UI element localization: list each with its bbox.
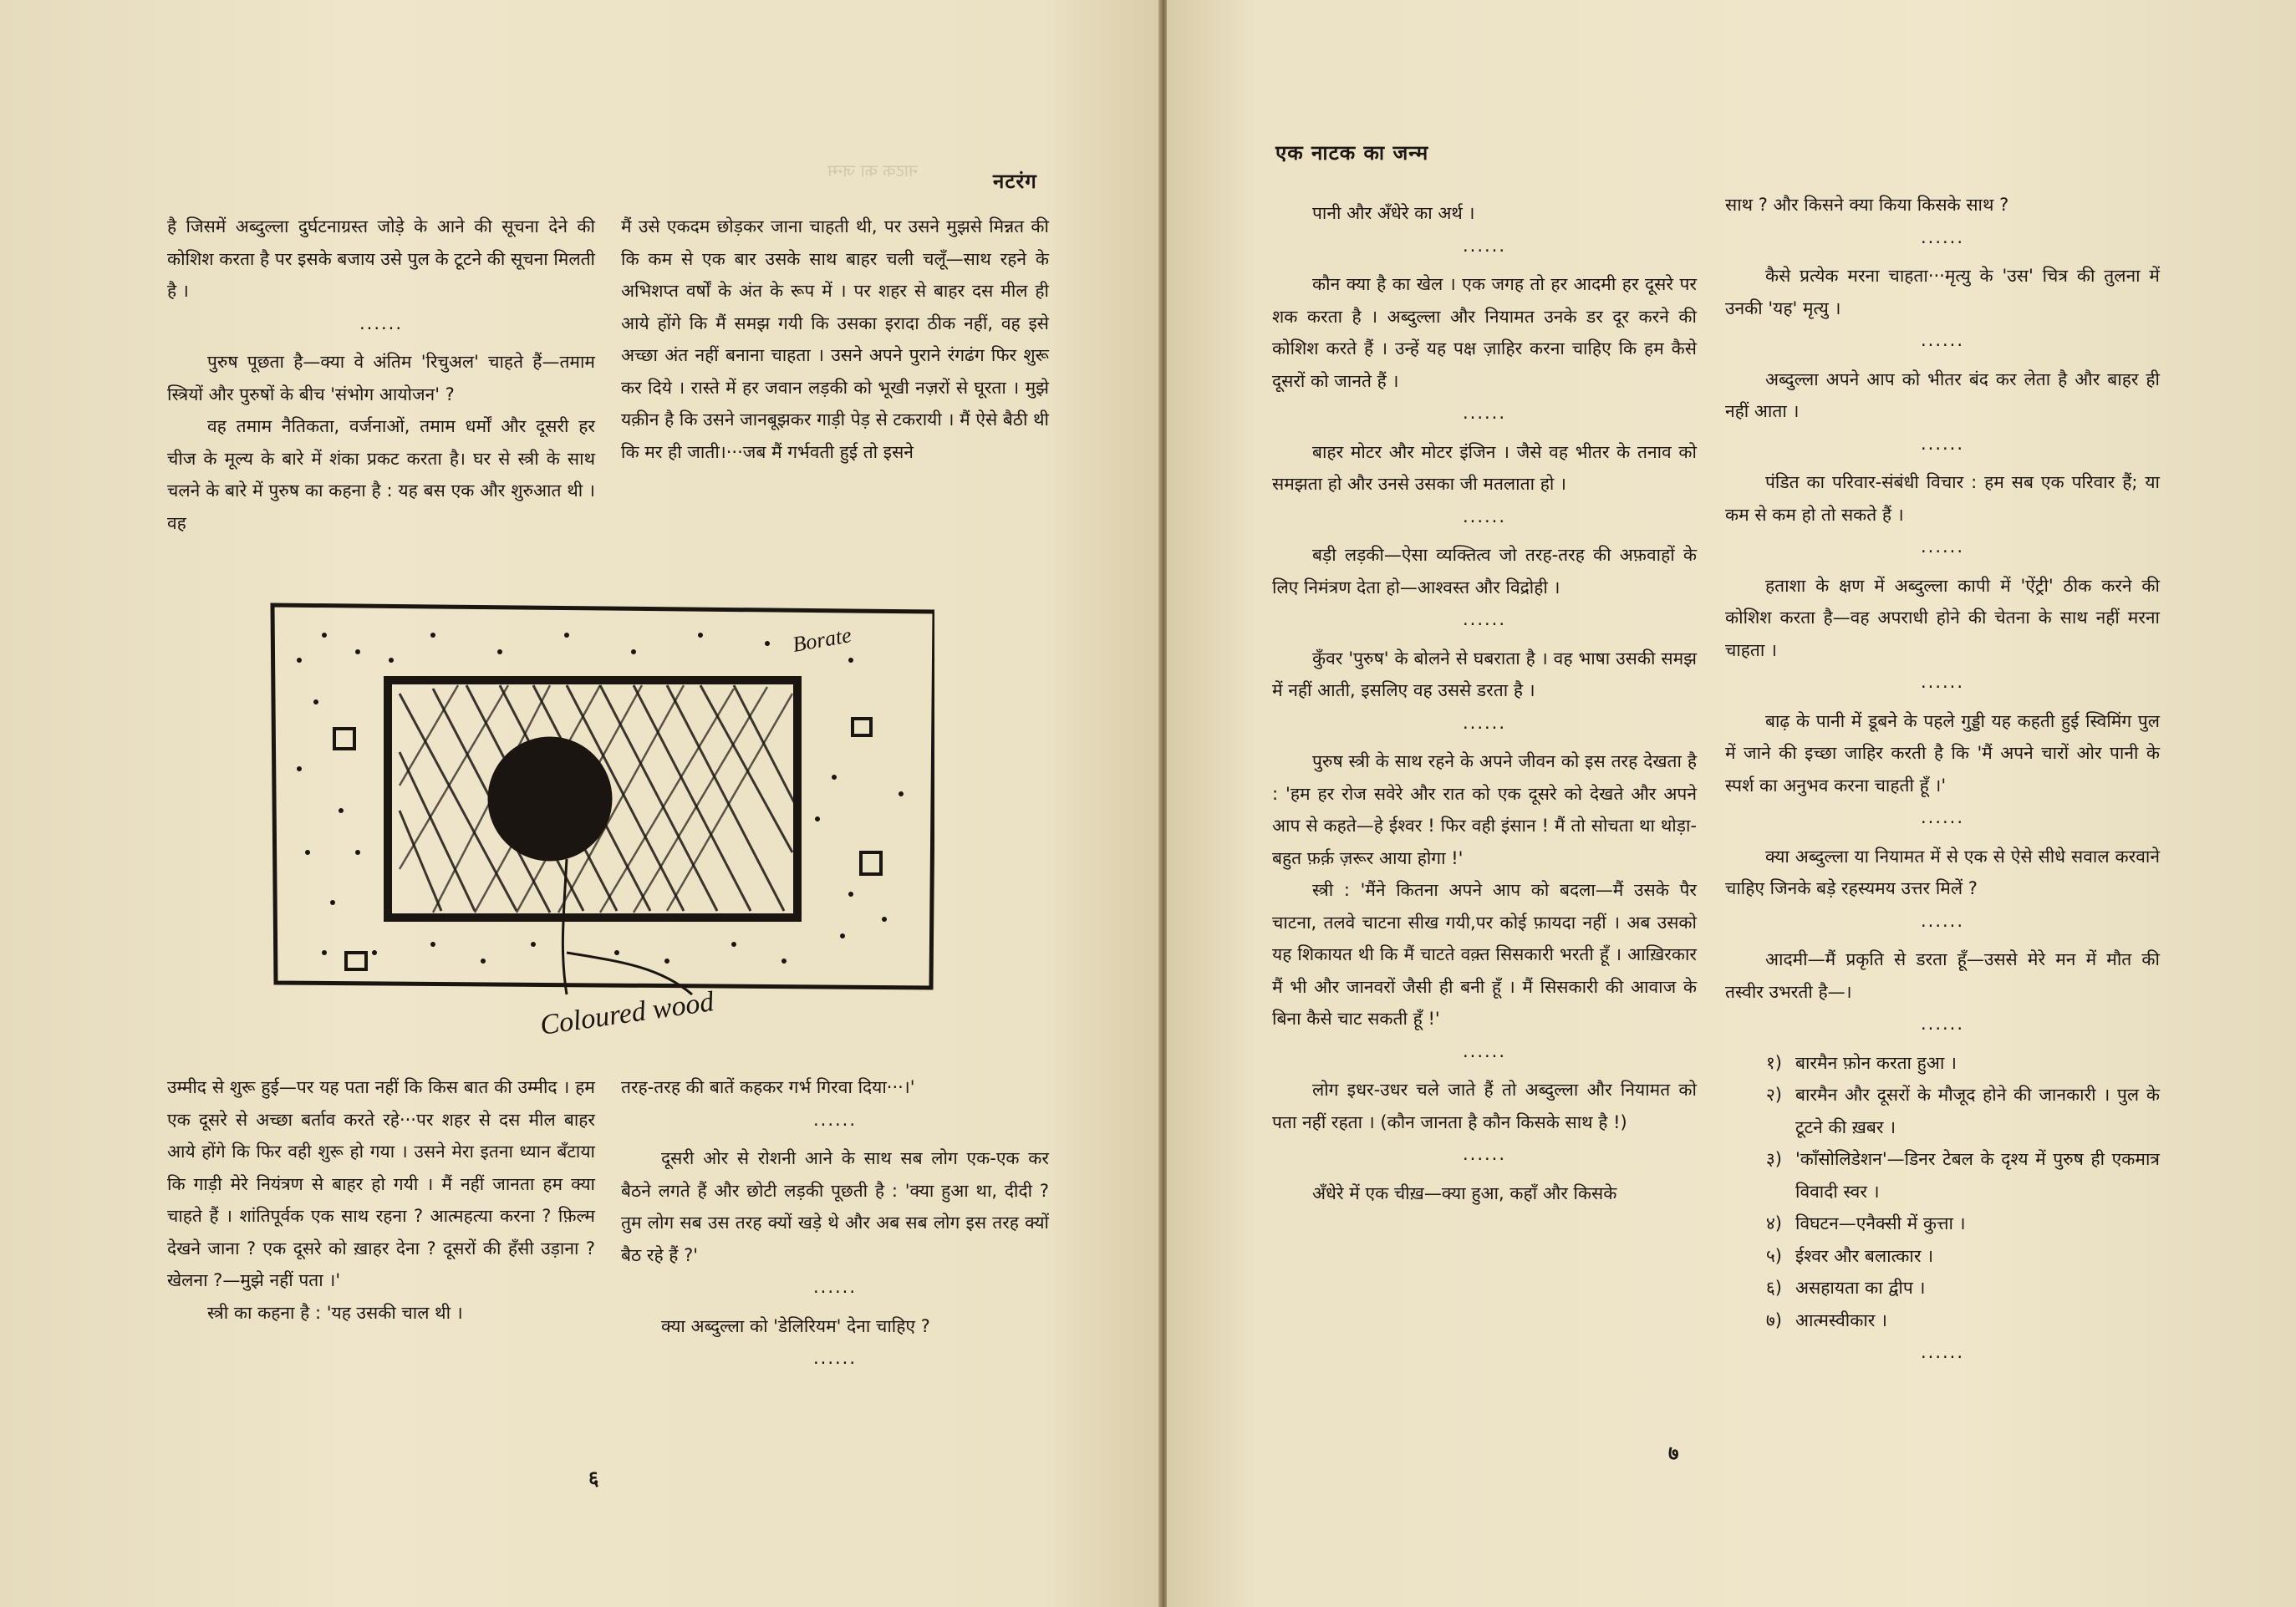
paragraph: पुरुष स्त्री के साथ रहने के अपने जीवन को इस तरह देखता है : 'हम हर रोज सवेरे और रात को एक दूसरे को देखते और अपने आप से कहते—हे ईश्वर ! फिर वही इंसान ! मैं तो सोचता था थोड़ा-बहुत फ़र्क़ ज़रूर आया होगा !' (1272, 751, 1697, 868)
section-separator: ...... (812, 1348, 858, 1368)
text-column (621, 211, 1049, 468)
paragraph: पंडित का परिवार-संबंधी विचार : हम सब एक परिवार हैं; या कम से कम हो तो सकते हैं । (1725, 472, 2160, 525)
running-header: नटरंग (993, 170, 1037, 193)
paragraph: पुरुष पूछता है—क्या वे अंतिम 'रिचुअल' चाहते हैं—तमाम स्त्रियों और पुरुषों के बीच 'संभोग आयोजन' ? (167, 352, 595, 404)
paragraph: लोग इधर-उधर चले जाते हैं तो अब्दुल्ला और नियामत को पता नहीं रहता । (कौन जानता है कौन किसके साथ है !) (1272, 1080, 1697, 1132)
paragraph: मैं उसे एकदम छोड़कर जाना चाहती थी, पर उसने मुझसे मिन्नत की कि कम से एक बार उसके साथ बाहर चली चलूँ—साथ रहने के अभिशप्त वर्षों के अंत के रूप में । पर शहर से बाहर दस मील ही आये होंगे कि मैं समझ गयी कि उसका इरादा ठीक नहीं, वह इसे अच्छा अंत नहीं बनाना चाहता । उसने अपने पुराने रंगढंग फिर शुरू कर दिये । रास्ते में हर जवान लड़की को भूखी नज़रों से घूरता । मुझे यक़ीन है कि उसने जानबूझकर गाड़ी पेड़ से टकरायी । मैं ऐसे बैठी थी कि मर ही जाती।···जब मैं गर्भवती हुई तो इसने (621, 216, 1049, 462)
list-number: ५) (1765, 1245, 1782, 1266)
section-separator: ...... (1920, 1014, 1965, 1034)
list-item (1725, 1079, 2160, 1143)
paragraph: पानी और अँधेरे का अर्थ । (1312, 203, 1475, 223)
running-header: एक नाटक का जन्म (1275, 141, 1429, 165)
paragraph: बाहर मोटर और मोटर इंजिन । जैसे वह भीतर के तनाव को समझता हो और उनसे उसका जी मतलाता हो । (1272, 441, 1697, 494)
list-number: ६) (1765, 1278, 1782, 1298)
list-number: १) (1765, 1052, 1782, 1073)
list-text: आत्मस्वीकार । (1795, 1310, 1887, 1330)
paragraph: है जिसमें अब्दुल्ला दुर्घटनाग्रस्त जोड़े के आने की सूचना देने की कोशिश करता है पर इसके बजाय उसे पुल के टूटने की सूचना मिलती है । (167, 216, 595, 301)
section-separator: ...... (1462, 1040, 1507, 1061)
sketch-annotation: Coloured wood (537, 986, 716, 1041)
section-separator: ...... (1462, 609, 1507, 629)
list-number: ४) (1765, 1213, 1782, 1233)
paragraph: कुँवर 'पुरुष' के बोलने से घबराता है । वह भाषा उसकी समझ में नहीं आती, इसलिए वह उससे डरता है । (1272, 648, 1697, 700)
list-item (1725, 1047, 2160, 1080)
show-through-text: नाटक का जन्म (827, 160, 919, 181)
right-page (1167, 0, 2296, 1607)
paragraph: बड़ी लड़की—ऐसा व्यक्तित्व जो तरह-तरह की अफ़वाहों के लिए निमंत्रण देता हो—आश्वस्त और विद्रोही । (1272, 545, 1697, 598)
text-column (167, 211, 595, 539)
section-separator: ...... (1920, 910, 1965, 931)
section-separator: ...... (812, 1277, 858, 1297)
list-text: बारमैन फ़ोन करता हुआ । (1795, 1052, 1957, 1073)
paragraph: आदमी—मैं प्रकृति से डरता हूँ—उससे मेरे मन में मौत की तस्वीर उभरती है—। (1725, 949, 2160, 1002)
paragraph: बाढ़ के पानी में डूबने के पहले गुड्डी यह कहती हुई स्विमिंग पुल में जाने की इच्छा जाहिर करती है कि 'मैं अपने चारों ओर पानी के स्पर्श का अनुभव करना चाहती हूँ ।' (1725, 710, 2160, 796)
list-item (1725, 1272, 2160, 1304)
section-separator: ...... (1920, 330, 1965, 350)
paragraph: उम्मीद से शुरू हुई—पर यह पता नहीं कि किस बात की उम्मीद । हम एक दूसरे से अच्छा बर्ताव करते रहे···पर शहर से दस मील बाहर आये होंगे कि फिर वही शुरू हो गया । उसने मेरा इतना ध्यान बँटाया कि गाड़ी मेरे नियंत्रण से बाहर हो गयी । मैं नहीं जानता हम क्या चाहते हैं । शांतिपूर्वक एक साथ रहना ? आत्महत्या करना ? फ़िल्म देखने जाना ? एक दूसरे को ख़ाहर देना ? दूसरों की हँसी उड़ाना ? खेलना ?—मुझे नहीं पता ।' (167, 1077, 595, 1290)
paragraph: कैसे प्रत्येक मरना चाहता···मृत्यु के 'उस' चित्र की तुलना में उनकी 'यह' मृत्यु । (1725, 266, 2160, 318)
paragraph: स्त्री का कहना है : 'यह उसकी चाल थी । (207, 1302, 463, 1323)
section-separator: ...... (1920, 672, 1965, 692)
paragraph: अब्दुल्ला अपने आप को भीतर बंद कर लेता है और बाहर ही नहीं आता । (1725, 369, 2160, 421)
section-separator: ...... (1462, 506, 1507, 526)
paragraph: तरह-तरह की बातें कहकर गर्भ गिरवा दिया···।' (621, 1077, 915, 1097)
text-column (1725, 189, 2160, 1376)
section-separator: ...... (359, 313, 404, 333)
paragraph: साथ ? और किसने क्या किया किसके साथ ? (1725, 195, 2009, 215)
section-separator: ...... (1920, 807, 1965, 827)
section-separator: ...... (1462, 403, 1507, 423)
section-separator: ...... (812, 1109, 858, 1130)
list-item (1725, 1304, 2160, 1337)
section-separator: ...... (1462, 1144, 1507, 1164)
text-column (1272, 197, 1697, 1209)
section-separator: ...... (1920, 537, 1965, 557)
list-item (1725, 1240, 2160, 1273)
page-number: ७ (1668, 1442, 1679, 1465)
hand-drawn-sketch (266, 602, 934, 1070)
paragraph: कौन क्या है का खेल । एक जगह तो हर आदमी हर दूसरे पर शक करता है । अब्दुल्ला और नियामत उनके डर दूर करने की कोशिश करते हैं । उन्हें यह पक्ष ज़ाहिर करना चाहिए कि हम कैसे दूसरों को जानते हैं । (1272, 274, 1697, 391)
list-item (1725, 1208, 2160, 1240)
list-number: ७) (1765, 1310, 1782, 1330)
paragraph: क्या अब्दुल्ला या नियामत में से एक से ऐसे सीधे सवाल करवाने चाहिए जिनके बड़े रहस्यमय उत्तर मिलें ? (1725, 846, 2160, 898)
list-text: 'कॉंसोलिडेशन'—डिनर टेबल के दृश्य में पुरुष ही एकमात्र विवादी स्वर । (1795, 1149, 2160, 1202)
list-text: असहायता का द्वीप । (1795, 1278, 1926, 1298)
paragraph: हताशा के क्षण में अब्दुल्ला कापी में 'ऐंट्री' ठीक करने की कोशिश करता है—वह अपराधी होने की चेतना के साथ नहीं मरना चाहता । (1725, 575, 2160, 660)
section-separator: ...... (1462, 712, 1507, 733)
list-item (1725, 1143, 2160, 1208)
section-separator: ...... (1462, 235, 1507, 256)
sketch-annotation: Borate (791, 623, 853, 657)
text-column (167, 1071, 595, 1329)
section-separator: ...... (1920, 1342, 1965, 1362)
section-separator: ...... (1920, 226, 1965, 247)
paragraph: अँधेरे में एक चीख़—क्या हुआ, कहाँ और किसके (1312, 1182, 1617, 1203)
page-number: ६ (588, 1467, 599, 1490)
list-text: विघटन—एनैक्सी में कुत्ता । (1795, 1213, 1966, 1233)
list-number: ३) (1765, 1149, 1782, 1169)
paragraph: स्त्री : 'मैंने कितना अपने आप को बदला—मैं उसके पैर चाटना, तलवे चाटना सीख गयी,पर कोई फ़ायदा नहीं । अब उसको यह शिकायत थी कि मैं चाटते वक़्त सिसकारी भरती हूँ । आख़िरकार मैं भी और जानवरों जैसी ही बनी हूँ । मैं सिसकारी की आवाज के बिना कैसे चाट सकती हूँ !' (1272, 880, 1697, 1029)
paragraph: क्या अब्दुल्ला को 'डेलिरियम' देना चाहिए ? (661, 1315, 930, 1336)
section-separator: ...... (1920, 433, 1965, 454)
paragraph: वह तमाम नैतिकता, वर्जनाओं, तमाम धर्मों और दूसरी हर चीज के मूल्य के बारे में शंका प्रकट करता है। घर से स्त्री के साथ चलने के बारे में पुरुष का कहना है : यह बस एक और शुरुआत थी । वह (167, 416, 595, 533)
list-text: ईश्वर और बलात्कार । (1795, 1245, 1934, 1266)
paragraph: दूसरी ओर से रोशनी आने के साथ सब लोग एक-एक कर बैठने लगते हैं और छोटी लड़की पूछती है : 'क्या हुआ था, दीदी ? तुम लोग सब उस तरह क्यों खड़े थे और अब सब लोग इस तरह क्यों बैठ रहे हैं ?' (621, 1148, 1049, 1265)
numbered-list (1725, 1047, 2160, 1337)
text-column (621, 1071, 1049, 1381)
list-number: २) (1765, 1085, 1782, 1105)
list-text: बारमैन और दूसरों के मौजूद होने की जानकारी । पुल के टूटने की ख़बर । (1795, 1085, 2160, 1137)
